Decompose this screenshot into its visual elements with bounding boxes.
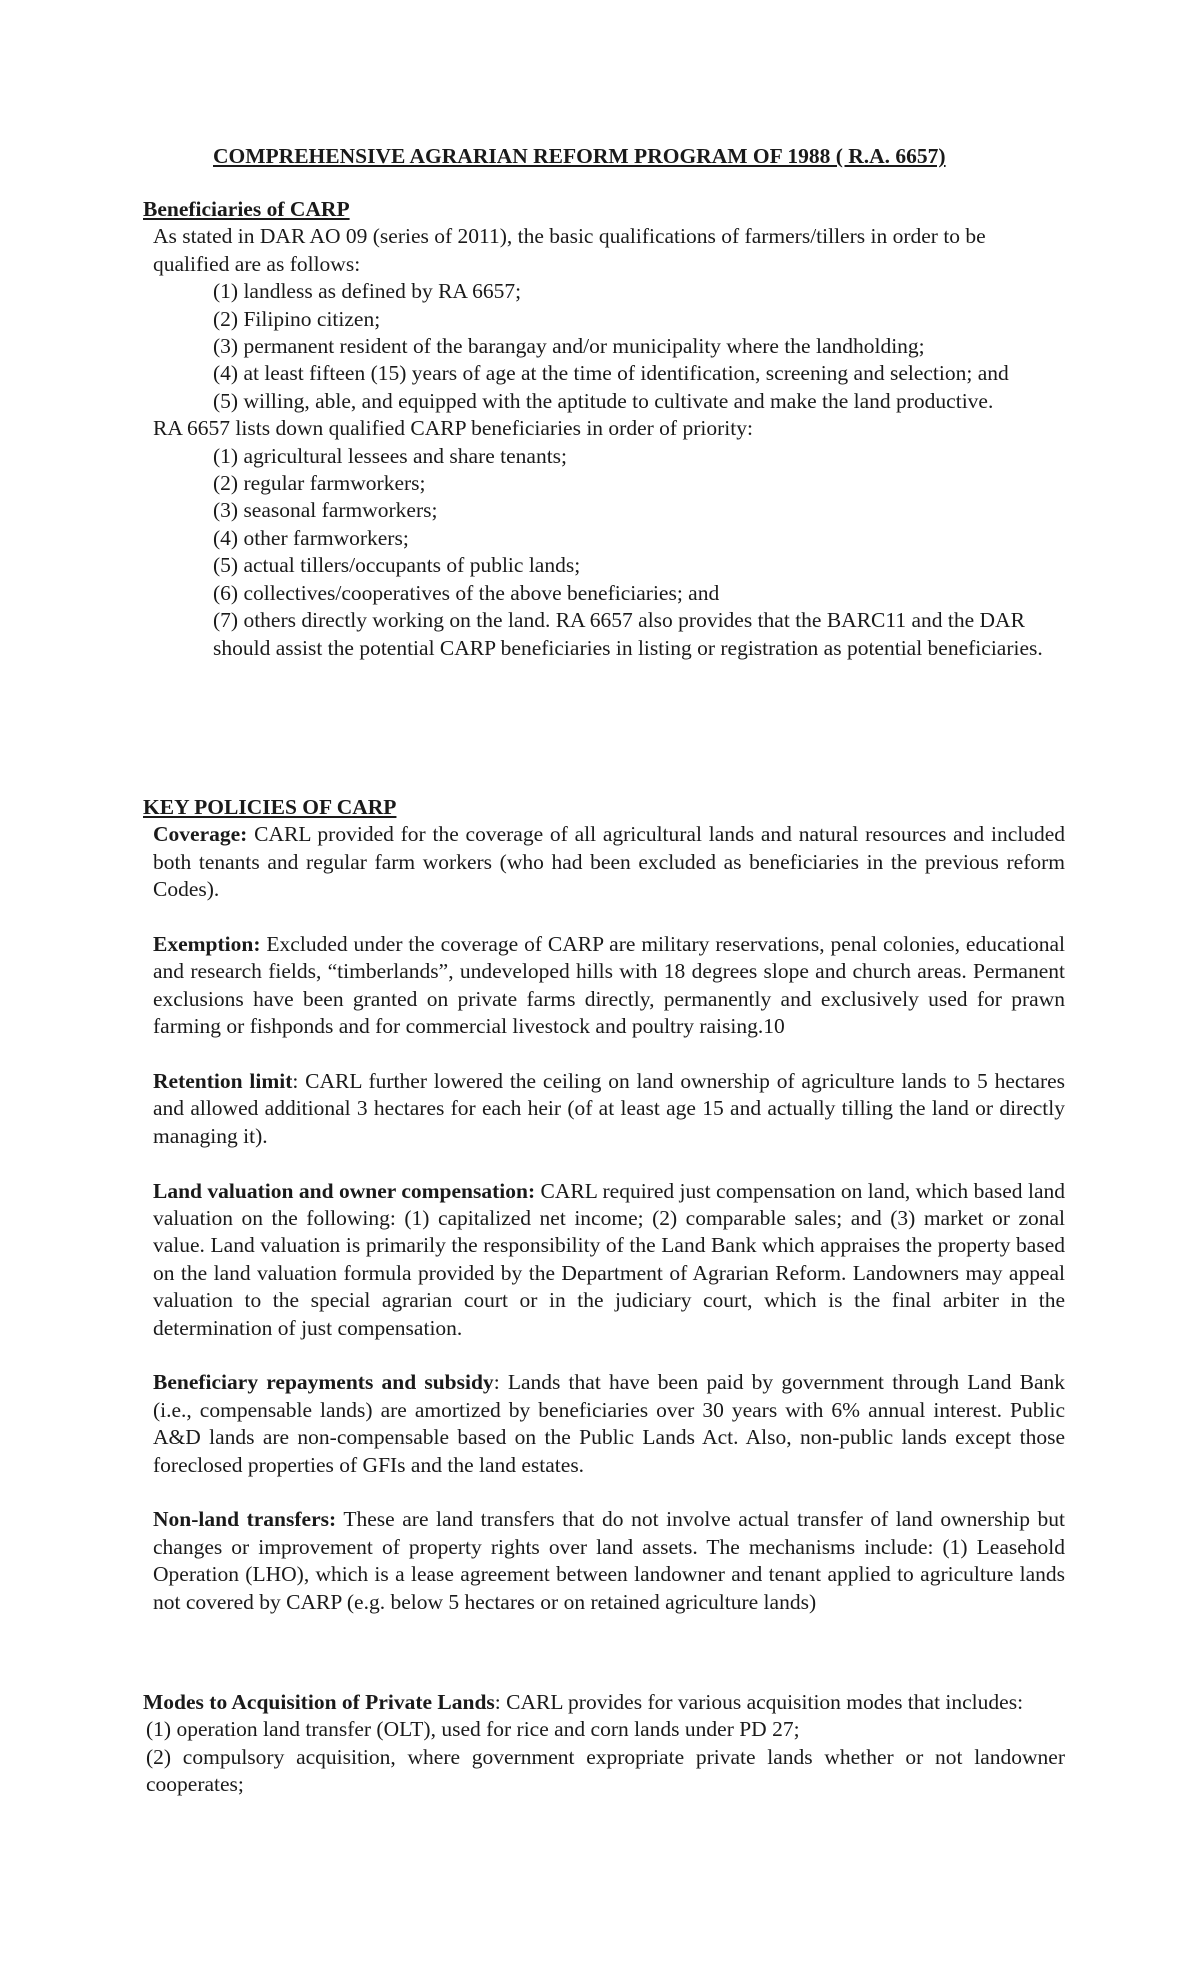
acquisition-modes-text: : CARL provides for various acquisition modes that includes: xyxy=(494,1690,1024,1714)
acquisition-modes-intro xyxy=(143,1689,1065,1716)
policy-lead: Exemption: xyxy=(153,932,261,957)
list-item: (4) other farmworkers; xyxy=(213,525,409,550)
policy-lead: Coverage: xyxy=(153,822,248,847)
policy-text: These are land transfers that do not involve actual transfer of land ownership but changes or improvement of property rights over land assets. The mechanisms include: (1) Leasehold Operation (LHO), which is a lease agreement between landowner and tenant applied to agriculture lands not covered by CARP (e.g. below 5 hectares or on retained agriculture lands) xyxy=(153,1507,1065,1614)
list-item: (1) operation land transfer (OLT), used for rice and corn lands under PD 27; xyxy=(146,1717,800,1742)
policy-text: : CARL further lowered the ceiling on land ownership of agriculture lands to 5 hectares and allowed additional 3 hectares for each heir (of at least age 15 and actually tilling the land or directly managing it). xyxy=(153,1069,1066,1148)
acquisition-modes-section xyxy=(143,1689,1065,1799)
list-item: (2) compulsory acquisition, where government expropriate private lands whether or not landowner cooperates; xyxy=(146,1744,1065,1797)
policy-exemption xyxy=(143,931,1065,1041)
policy-retention-limit xyxy=(143,1068,1065,1150)
list-item: (2) regular farmworkers; xyxy=(213,471,426,496)
policy-repayments xyxy=(143,1369,1065,1479)
list-item: (5) actual tillers/occupants of public lands; xyxy=(213,553,581,578)
policy-text: : Lands that have been paid by government through Land Bank (i.e., compensable lands) are amortized by beneficiaries over 30 years with 6% annual interest. Public A&D lands are non-compensable based on the Public Lands Act. Also, non-public lands except those foreclosed properties of GFIs and the land estates. xyxy=(153,1370,1065,1477)
list-item: (1) landless as defined by RA 6657; xyxy=(213,279,522,304)
key-policies-heading: KEY POLICIES OF CARP xyxy=(143,795,397,819)
acquisition-modes-lead: Modes to Acquisition of Private Lands xyxy=(143,1690,495,1714)
beneficiaries-section xyxy=(143,196,1063,662)
policy-lead: Non-land transfers: xyxy=(153,1507,337,1532)
list-item: (6) collectives/cooperatives of the above beneficiaries; and xyxy=(213,580,720,605)
qualifications-intro: As stated in DAR AO 09 (series of 2011), the basic qualifications of farmers/tillers in order to be qualified are as follows: xyxy=(153,224,986,276)
policy-text: Excluded under the coverage of CARP are military reservations, penal colonies, educational and research fields, “timberlands”, undeveloped hills with 18 degrees slope and church areas. Permanent exclusions have been granted on private farms directly, permanently and exclusively used for prawn farming or fishponds and for commercial livestock and poultry raising.10 xyxy=(153,932,1065,1039)
list-item: (3) permanent resident of the barangay and/or municipality where the landholding; xyxy=(213,334,925,359)
list-item: (3) seasonal farmworkers; xyxy=(213,498,438,523)
document-title: COMPREHENSIVE AGRARIAN REFORM PROGRAM OF 1988 ( R.A. 6657) xyxy=(213,144,946,168)
policy-non-land-transfers xyxy=(143,1506,1065,1616)
beneficiaries-body xyxy=(143,223,1063,662)
priority-intro: RA 6657 lists down qualified CARP beneficiaries in order of priority: xyxy=(153,416,753,441)
policy-lead: Land valuation and owner compensation: xyxy=(153,1178,536,1203)
policy-coverage xyxy=(143,821,1065,903)
list-item: (5) willing, able, and equipped with the aptitude to cultivate and make the land productive. xyxy=(213,388,994,413)
list-item: (2) Filipino citizen; xyxy=(213,306,381,331)
acquisition-modes-list xyxy=(143,1716,1065,1798)
policy-text: CARL provided for the coverage of all agricultural lands and natural resources and included both tenants and regular farm workers (who had been excluded as beneficiaries in the previous reform Codes). xyxy=(153,822,1065,902)
qualifications-list xyxy=(153,278,1063,415)
policy-text: CARL required just compensation on land, which based land valuation on the following: (1) capitalized net income; (2) comparable sales; and (3) market or zonal value. Land valuation is primarily the responsibility of the Land Bank which appraises the property based on the land valuation formula provided by the Department of Agrarian Reform. Landowners may appeal valuation to the special agrarian court or in the judiciary court, which is the final arbiter in the determination of just compensation. xyxy=(153,1178,1065,1340)
list-item: (1) agricultural lessees and share tenants; xyxy=(213,443,568,468)
list-item: (4) at least fifteen (15) years of age at the time of identification, screening and selection; and xyxy=(213,361,1009,386)
policy-lead: Retention limit xyxy=(153,1069,293,1094)
policy-lead: Beneficiary repayments and subsidy xyxy=(153,1370,494,1395)
beneficiaries-heading: Beneficiaries of CARP xyxy=(143,197,350,221)
key-policies-section xyxy=(143,794,1065,1644)
priority-list xyxy=(153,443,1063,662)
list-item: (7) others directly working on the land. RA 6657 also provides that the BARC11 and the DAR should assist the potential CARP beneficiaries in listing or registration as potential beneficiaries. xyxy=(213,608,1043,660)
policy-land-valuation xyxy=(143,1178,1065,1342)
